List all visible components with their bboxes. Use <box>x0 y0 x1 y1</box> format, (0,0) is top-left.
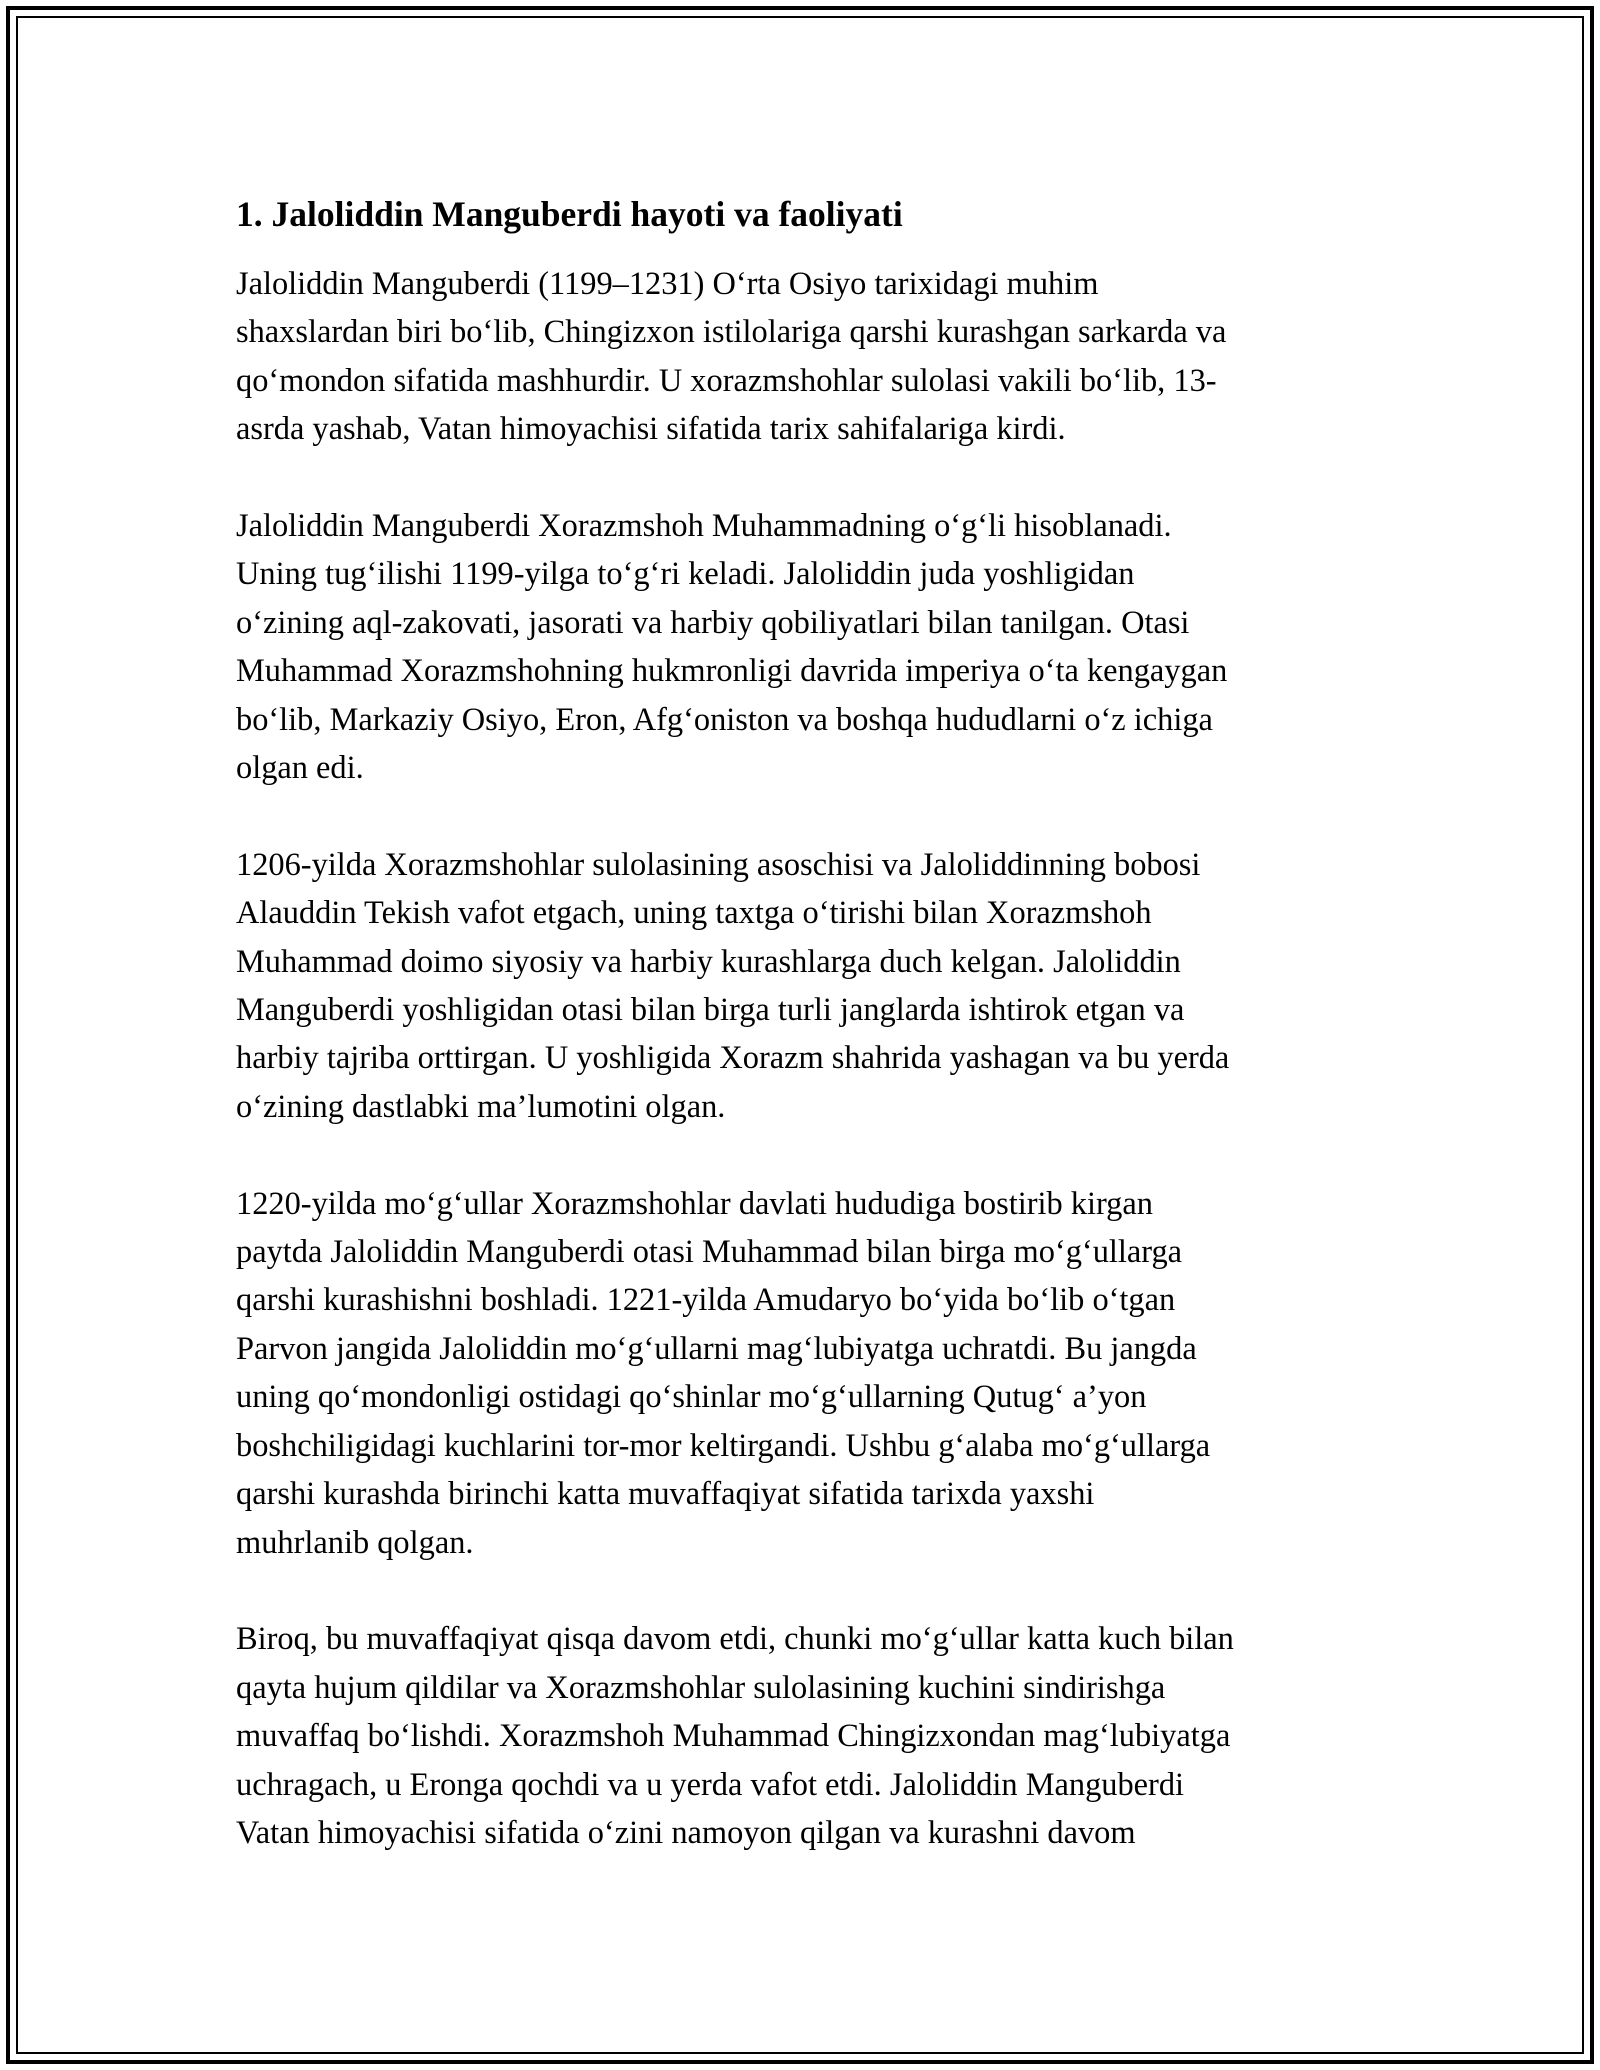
text-line: Jaloliddin Manguberdi Xorazmshoh Muhammadning o‘g‘li hisoblanadi. <box>236 508 1172 545</box>
text-line: asrda yashab, Vatan himoyachisi sifatida tarix sahifalariga kirdi. <box>236 411 1066 448</box>
text-line: uning qo‘mondonligi ostidagi qo‘shinlar mo‘g‘ullarning Qutug‘ a’yon <box>236 1379 1147 1416</box>
text-line: 1206-yilda Xorazmshohlar sulolasining asoschisi va Jaloliddinning bobosi <box>236 846 1201 883</box>
text-line: paytda Jaloliddin Manguberdi otasi Muhammad bilan birga mo‘g‘ullarga <box>236 1234 1183 1271</box>
text-line: qarshi kurashishni boshladi. 1221-yilda Amudaryo bo‘yida bo‘lib o‘tgan <box>236 1282 1176 1319</box>
document-body <box>236 186 1376 1857</box>
text-line: uchragach, u Eronga qochdi va u yerda vafot etdi. Jaloliddin Manguberdi <box>236 1766 1185 1803</box>
text-line: bo‘lib, Markaziy Osiyo, Eron, Afg‘oniston va boshqa hududlarni o‘z ichiga <box>236 701 1213 738</box>
paragraph-3 <box>236 841 1376 1131</box>
text-line: muvaffaq bo‘lishdi. Xorazmshoh Muhammad Chingizxondan mag‘lubiyatga <box>236 1718 1231 1755</box>
text-line: Manguberdi yoshligidan otasi bilan birga turli janglarda ishtirok etgan va <box>236 992 1185 1029</box>
text-line: Muhammad Xorazmshohning hukmronligi davrida imperiya o‘ta kengaygan <box>236 653 1228 690</box>
text-line: o‘zining dastlabki ma’lumotini olgan. <box>236 1088 726 1125</box>
text-line: Vatan himoyachisi sifatida o‘zini namoyon qilgan va kurashni davom <box>236 1814 1136 1851</box>
text-line: Jaloliddin Manguberdi (1199–1231) O‘rta Osiyo tarixidagi muhim <box>236 266 1099 302</box>
text-line: boshchiligidagi kuchlarini tor-mor keltirgandi. Ushbu g‘alaba mo‘g‘ullarga <box>236 1427 1211 1464</box>
text-line: Muhammad doimo siyosiy va harbiy kurashlarga duch kelgan. Jaloliddin <box>236 943 1181 980</box>
text-line: Parvon jangida Jaloliddin mo‘g‘ullarni mag‘lubiyatga uchratdi. Bu jangda <box>236 1330 1197 1367</box>
text-line: shaxslardan biri bo‘lib, Chingizxon istilolariga qarshi kurashgan sarkarda va <box>236 314 1227 351</box>
text-line: olgan edi. <box>236 750 364 787</box>
text-line: muhrlanib qolgan. <box>236 1524 474 1561</box>
text-line: qayta hujum qildilar va Xorazmshohlar sulolasining kuchini sindirishga <box>236 1669 1166 1706</box>
text-line: qarshi kurashda birinchi katta muvaffaqiyat sifatida tarixda yaxshi <box>236 1476 1095 1513</box>
paragraph-1 <box>236 260 1376 454</box>
paragraph-5 <box>236 1615 1376 1857</box>
section-heading: 1. Jaloliddin Manguberdi hayoti va faoliyati <box>236 194 903 234</box>
paragraph-4 <box>236 1180 1376 1567</box>
text-line: 1220-yilda mo‘g‘ullar Xorazmshohlar davlati hududiga bostirib kirgan <box>236 1185 1153 1222</box>
paragraph-2 <box>236 502 1376 792</box>
text-line: Uning tug‘ilishi 1199-yilga to‘g‘ri keladi. Jaloliddin juda yoshligidan <box>236 556 1135 593</box>
text-line: Biroq, bu muvaffaqiyat qisqa davom etdi, chunki mo‘g‘ullar katta kuch bilan <box>236 1621 1234 1658</box>
text-line: Alauddin Tekish vafot etgach, uning taxtga o‘tirishi bilan Xorazmshoh <box>236 895 1152 932</box>
text-line: o‘zining aql-zakovati, jasorati va harbiy qobiliyatlari bilan tanilgan. Otasi <box>236 604 1190 641</box>
text-line: qo‘mondon sifatida mashhurdir. U xorazmshohlar sulolasi vakili bo‘lib, 13- <box>236 362 1217 399</box>
text-line: harbiy tajriba orttirgan. U yoshligida Xorazm shahrida yashagan va bu yerda <box>236 1040 1230 1077</box>
